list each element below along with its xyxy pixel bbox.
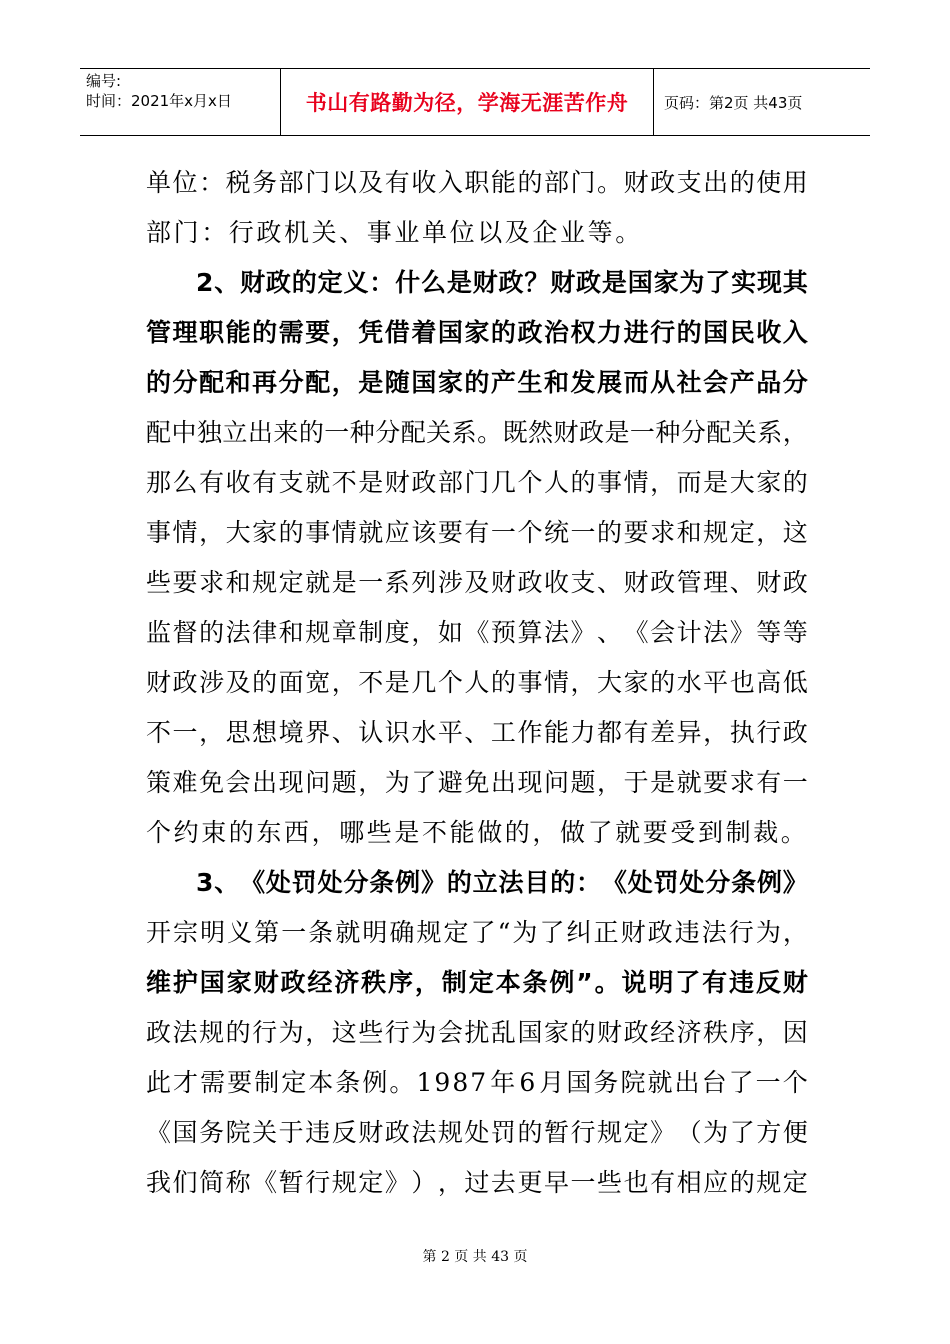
text-line: 部门：行政机关、事业单位以及企业等。 [146, 218, 643, 247]
text-line: 政 法 规 的 行 为 ， 这 些 行 为 会 扰 乱 国 家 的 财 政 经 济 秩 序 ， 因 [146, 1018, 808, 1047]
text-line: 些 要 求 和 规 定 就 是 一 系 列 涉 及 财 政 收 支 、 财 政 管 理 、 财 政 [146, 568, 808, 597]
header-motto: 书山有路勤为径，学海无涯苦作舟 [280, 69, 654, 135]
text-line: 开 宗 明 义 第 一 条 就 明 确 规 定 了 “ 为 了 纠 正 财 政 违 法 行 为 ， [146, 918, 808, 947]
text-line: 的 分 配 和 再 分 配 ， 是 随 国 家 的 产 生 和 发 展 而 从 社 会 产 品 分 [146, 368, 808, 397]
page-footer: 第 2 页 共 43 页 [422, 1249, 528, 1265]
text-line: 维 护 国 家 财 政 经 济 秩 序 ， 制 定 本 条 例 ” 。 说 明 了 有 违 反 财 [146, 968, 808, 997]
text-line: 我 们 简 称 《 暂 行 规 定 》 ） ， 过 去 更 早 一 些 也 有 相 应 的 规 定 [146, 1168, 808, 1197]
document-date: 时间：2021年x月x日 [86, 92, 232, 110]
document-body [146, 158, 808, 1208]
document-number-label: 编号: [86, 72, 122, 90]
text-line: 3 、 《 处 罚 处 分 条 例 》 的 立 法 目 的 ： 《 处 罚 处 分 条 例 》 [196, 868, 808, 897]
text-line: 2 、 财 政 的 定 义 ： 什 么 是 财 政 ？ 财 政 是 国 家 为 了 实 现 其 [196, 268, 808, 297]
text-line: 不 一 ， 思 想 境 界 、 认 识 水 平 、 工 作 能 力 都 有 差 异 ， 执 行 政 [146, 718, 808, 747]
text-line: 监 督 的 法 律 和 规 章 制 度 ， 如 《 预 算 法 》 、 《 会 计 法 》 等 等 [146, 618, 808, 647]
text-line: 事 情 ， 大 家 的 事 情 就 应 该 要 有 一 个 统 一 的 要 求 和 规 定 ， 这 [146, 518, 808, 547]
text-line: 此 才 需 要 制 定 本 条 例 。 1 9 8 7 年 6 月 国 务 院 就 出 台 了 一 个 [146, 1068, 808, 1097]
text-line: 配 中 独 立 出 来 的 一 种 分 配 关 系 。 既 然 财 政 是 一 种 分 配 关 系 ， [146, 418, 808, 447]
text-line: 管 理 职 能 的 需 要 ， 凭 借 着 国 家 的 政 治 权 力 进 行 的 国 民 收 入 [146, 318, 808, 347]
text-line: 个约束的东西，哪些是不能做的，做了就要受到制裁。 [146, 818, 809, 847]
page-header [80, 68, 870, 136]
text-line: 策 难 免 会 出 现 问 题 ， 为 了 避 免 出 现 问 题 ， 于 是 就 要 求 有 一 [146, 768, 808, 797]
text-line: 《 国 务 院 关 于 违 反 财 政 法 规 处 罚 的 暂 行 规 定 》 （ 为 了 方 便 [146, 1118, 808, 1147]
text-line: 财 政 涉 及 的 面 宽 ， 不 是 几 个 人 的 事 情 ， 大 家 的 水 平 也 高 低 [146, 668, 808, 697]
text-line: 那 么 有 收 有 支 就 不 是 财 政 部 门 几 个 人 的 事 情 ， 而 是 大 家 的 [146, 468, 808, 497]
header-page-info: 页码：第2页 共43页 [664, 93, 803, 112]
text-line: 单 位 ： 税 务 部 门 以 及 有 收 入 职 能 的 部 门 。 财 政 支 出 的 使 用 [146, 168, 808, 197]
header-meta [80, 69, 280, 135]
